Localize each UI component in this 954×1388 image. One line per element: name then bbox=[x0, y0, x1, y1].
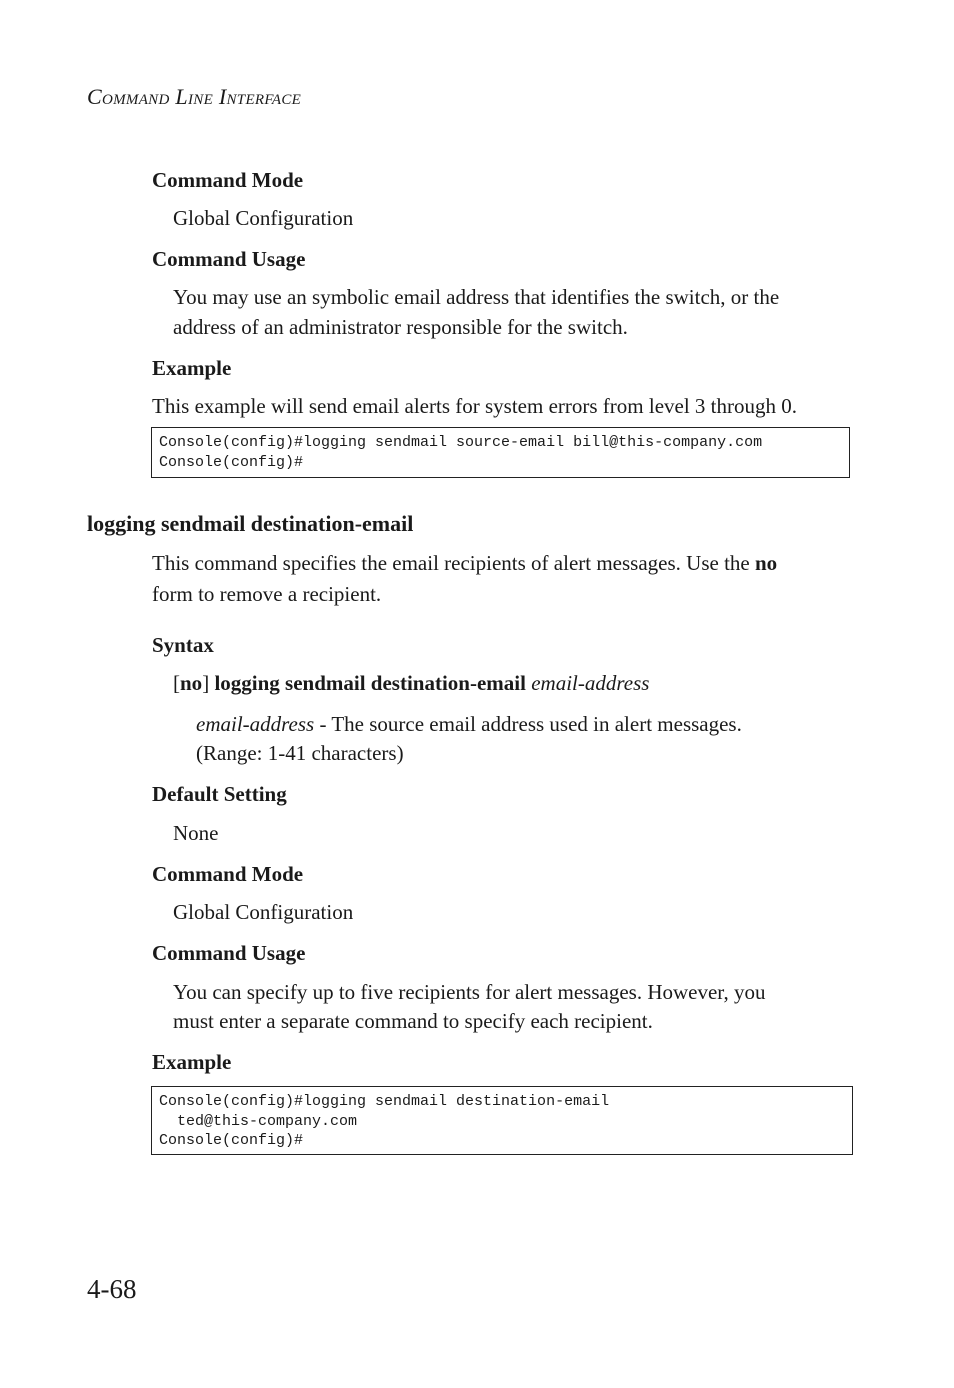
command-usage-line: You may use an symbolic email address that identifies the switch, or the bbox=[173, 285, 780, 309]
section-title: logging sendmail destination-email bbox=[87, 511, 414, 536]
page-number: 4-68 bbox=[87, 1274, 137, 1304]
section-description: This command specifies the email recipients of alert messages. Use the no bbox=[152, 551, 778, 575]
parameter-range: (Range: 1-41 characters) bbox=[196, 741, 404, 765]
code-example-box: Console(config)#logging sendmail source-email bill@this-company.com Console(config)# bbox=[151, 427, 850, 478]
example-heading: Example bbox=[152, 1050, 232, 1074]
command-mode-value: Global Configuration bbox=[173, 900, 354, 924]
command-usage-heading: Command Usage bbox=[152, 247, 306, 271]
syntax-line: [no] logging sendmail destination-email email-address bbox=[173, 671, 650, 695]
command-usage-heading: Command Usage bbox=[152, 941, 306, 965]
default-setting-value: None bbox=[173, 821, 219, 845]
command-mode-heading: Command Mode bbox=[152, 168, 304, 192]
running-head: COMMAND LINE INTERFACE bbox=[87, 84, 302, 109]
command-usage-line: address of an administrator responsible for the switch. bbox=[173, 315, 628, 339]
syntax-heading: Syntax bbox=[152, 633, 214, 657]
command-mode-value: Global Configuration bbox=[173, 206, 354, 230]
default-setting-heading: Default Setting bbox=[152, 782, 287, 806]
code-example-box: Console(config)#logging sendmail destination-email ted@this-company.com Console(config)# bbox=[151, 1086, 853, 1155]
section-description-line: form to remove a recipient. bbox=[152, 582, 382, 606]
parameter-description: email-address - The source email address used in alert messages. bbox=[196, 712, 742, 736]
command-usage-line: You can specify up to five recipients for alert messages. However, you bbox=[173, 980, 766, 1004]
example-heading: Example bbox=[152, 356, 232, 380]
command-mode-heading: Command Mode bbox=[152, 862, 304, 886]
example-text: This example will send email alerts for system errors from level 3 through 0. bbox=[152, 394, 798, 418]
command-usage-line: must enter a separate command to specify each recipient. bbox=[173, 1009, 653, 1033]
